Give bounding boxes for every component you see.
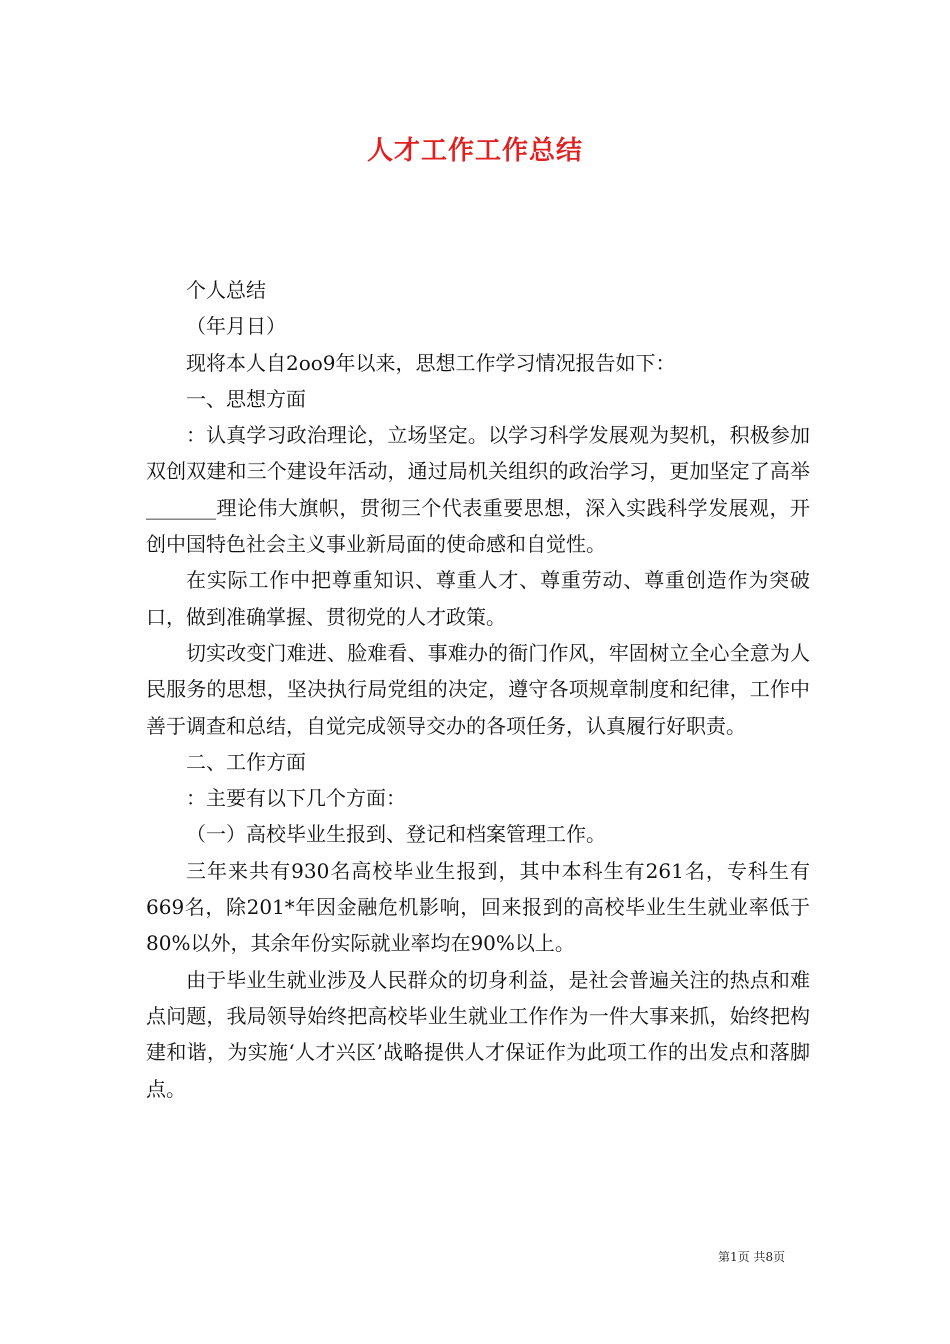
page-number-footer: 第1页 共8页 <box>718 1250 786 1264</box>
document-title: 人才工作工作总结 <box>366 136 583 166</box>
paragraph-work-intro: ：主要有以下几个方面： <box>186 786 406 811</box>
heading-work: 二、工作方面 <box>186 749 306 774</box>
paragraph-thought-1: ：认真学习政治理论，立场坚定。以学习科学发展观为契机，积极参加双创双建和三个建设年活动，通过局机关组织的政治学习，更加坚定了高举_______理论伟大旗帜，贯彻三个代表重要思想，深入实践科学发展观，开创中国特色社会主义事业新局面的使命感和自觉性。 <box>146 423 810 557</box>
paragraph-thought-3: 切实改变门难进、脸难看、事难办的衙门作风，牢固树立全心全意为人民服务的思想，坚决执行局党组的决定，遵守各项规章制度和纪律，工作中善于调查和总结，自觉完成领导交办的各项任务，认真履行好职责。 <box>146 640 810 738</box>
subheading-graduates: （一）高校毕业生报到、登记和档案管理工作。 <box>186 822 606 847</box>
paragraph-personal-summary: 个人总结 <box>186 278 266 302</box>
paragraph-date: （年月日） <box>186 314 286 339</box>
paragraph-graduates-importance: 由于毕业生就业涉及人民群众的切身利益，是社会普遍关注的热点和难点问题，我局领导始终把高校毕业生就业工作作为一件大事来抓，始终把构建和谐，为实施‘人才兴区’战略提供人才保证作为此项工作的出发点和落脚点。 <box>146 967 810 1101</box>
paragraph-graduates-stats: 三年来共有930名高校毕业生报到，其中本科生有261名，专科生有669名，除201*年因金融危机影响，回来报到的高校毕业生生就业率低于80%以外，其余年份实际就业率均在90%以上。 <box>146 858 810 956</box>
paragraph-intro: 现将本人自2oo9年以来，思想工作学习情况报告如下： <box>186 350 676 375</box>
heading-thought: 一、思想方面 <box>186 386 306 411</box>
paragraph-thought-2: 在实际工作中把尊重知识、尊重人才、尊重劳动、尊重创造作为突破口，做到准确掌握、贯彻党的人才政策。 <box>146 568 810 629</box>
document-body <box>146 272 810 1107</box>
